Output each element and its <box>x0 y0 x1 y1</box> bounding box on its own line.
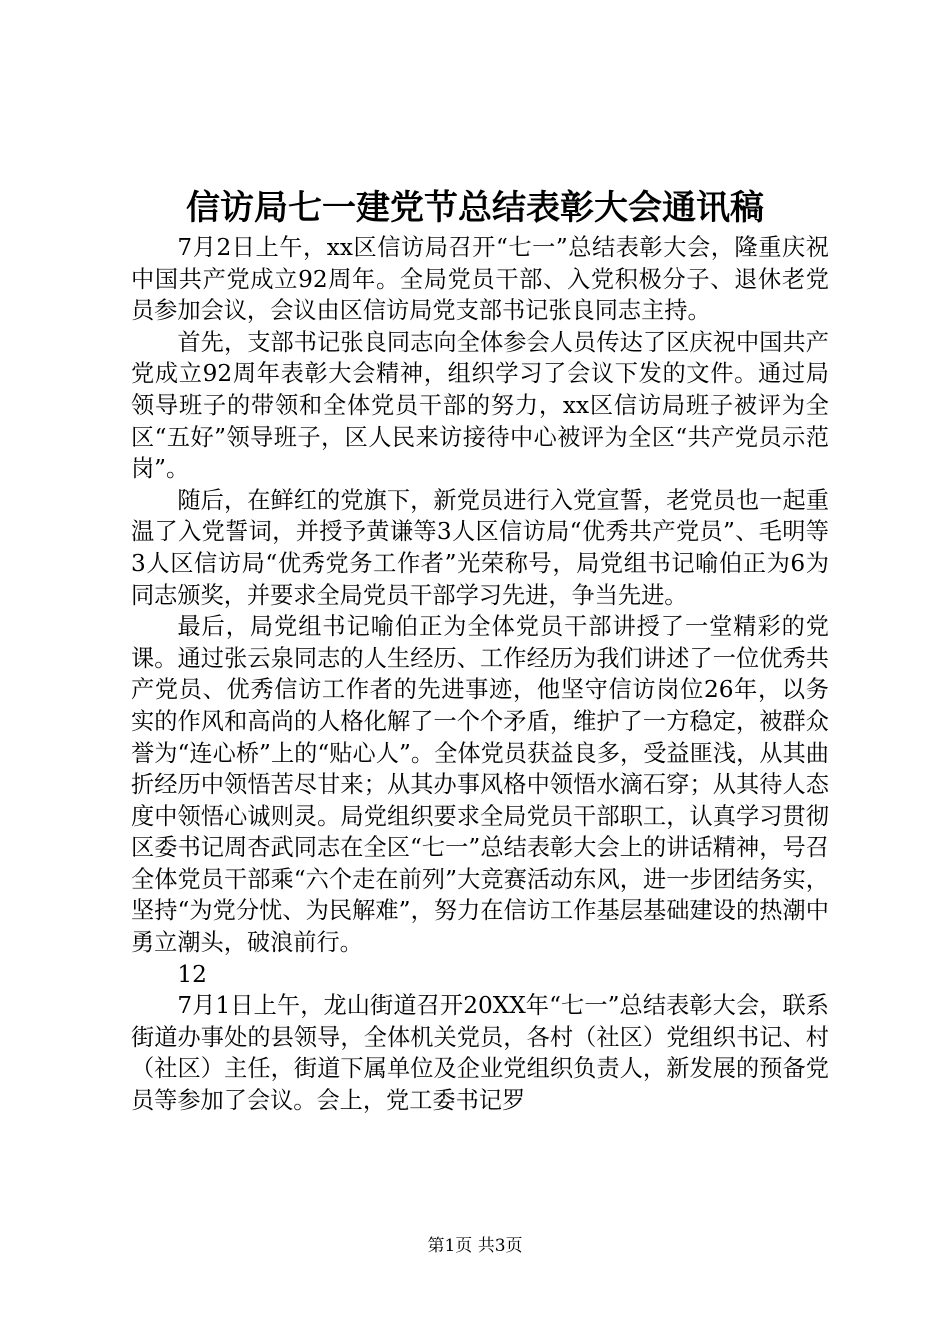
paragraph-4: 最后，局党组书记喻伯正为全体党员干部讲授了一堂精彩的党课。通过张云泉同志的人生经历、工作经历为我们讲述了一位优秀共产党员、优秀信访工作者的先进事迹，他坚守信访岗位26年，以务实的作风和高尚的人格化解了一个个矛盾，维护了一方稳定，被群众誉为“连心桥”上的“贴心人”。全体党员获益良多，受益匪浅，从其曲折经历中领悟苦尽甘来；从其办事风格中领悟水滴石穿；从其待人态度中领悟心诚则灵。局党组织要求全局党员干部职工，认真学习贯彻区委书记周杏武同志在全区“七一”总结表彰大会上的讲话精神，号召全体党员干部乘“六个走在前列”大竞赛活动东风，进一步团结务实，坚持“为党分忧、为民解难”，努力在信访工作基层基础建设的热潮中勇立潮头，破浪前行。 <box>131 613 829 957</box>
paragraph-2: 首先，支部书记张良同志向全体参会人员传达了区庆祝中国共产党成立92周年表彰大会精神，组织学习了会议下发的文件。通过局领导班子的带领和全体党员干部的努力，xx区信访局班子被评为全区“五好”领导班子，区人民来访接待中心被评为全区“共产党员示范岗”。 <box>131 328 829 483</box>
paragraph-6: 7月1日上午，龙山街道召开20XX年“七一”总结表彰大会，联系街道办事处的县领导，全体机关党员，各村（社区）党组织书记、村（社区）主任，街道下属单位及企业党组织负责人，新发展的预备党员等参加了会议。会上，党工委书记罗 <box>131 992 829 1115</box>
document-body <box>131 232 829 1117</box>
paragraph-3: 随后，在鲜红的党旗下，新党员进行入党宣誓，老党员也一起重温了入党誓词，并授予黄谦等3人区信访局“优秀共产党员”、毛明等3人区信访局“优秀党务工作者”光荣称号，局党组书记喻伯正为6为同志颁奖，并要求全局党员干部学习先进，争当先进。 <box>131 486 829 609</box>
page-number-footer: 第1页 共3页 <box>427 1236 523 1256</box>
paragraph-5: 12 <box>177 960 207 988</box>
paragraph-1: 7月2日上午，xx区信访局召开“七一”总结表彰大会，隆重庆祝中国共产党成立92周年。全局党员干部、入党积极分子、退休老党员参加会议，会议由区信访局党支部书记张良同志主持。 <box>131 234 829 325</box>
document-title: 信访局七一建党节总结表彰大会通讯稿 <box>186 188 764 228</box>
